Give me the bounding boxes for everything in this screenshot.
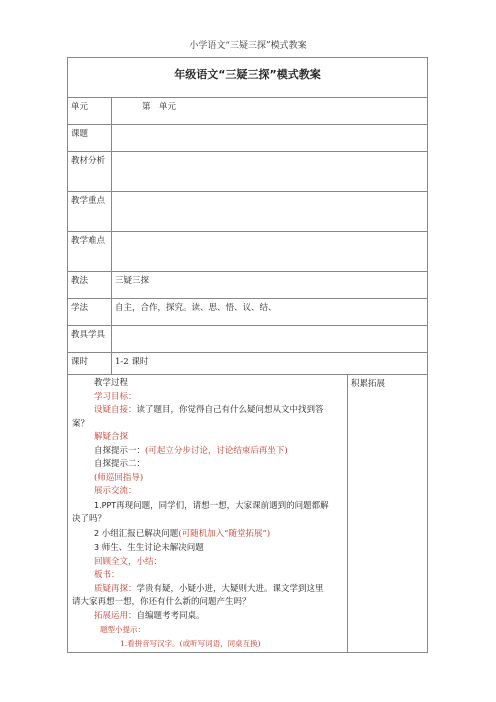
tools-label: 教具学具: [68, 326, 112, 353]
teaching-process-cell: [68, 375, 348, 653]
unit-value: 第 单元: [112, 98, 428, 125]
hint-two-label: 自探提示二：: [94, 459, 146, 469]
hours-label: 课时: [68, 353, 112, 375]
material-label: 教材分析: [68, 152, 112, 192]
page-header: 小学语文“三疑三探”模式教案: [189, 41, 307, 51]
extension-label: 拓展运用：: [94, 610, 137, 621]
hint-one-note: (可起立分步讨论，讨论结束后再坐下): [145, 445, 288, 456]
extension-text: 自编题考考同桌。: [136, 610, 205, 621]
hint-two-note: (师巡回指导): [94, 472, 144, 483]
document-title: 年级语文“三疑三探”模式教案: [68, 58, 428, 98]
show-item-1-text: 再现问题，同学们，请想一想，大家课前遇到的问题都解: [116, 500, 329, 511]
show-item-2-num: 2: [94, 528, 100, 538]
show-item-2-note: (可随机加入“随堂拓展”): [178, 528, 271, 539]
key-points-label: 教学重点: [68, 192, 112, 232]
question-again-cont: 请大家再想一想，你还有什么新的问题产生吗？: [72, 597, 251, 607]
difficulties-value: [112, 232, 428, 272]
review-heading: 回顾全文，小结：: [94, 556, 163, 567]
question-again-label: 质疑再探：: [94, 583, 137, 594]
tip-title: 题型小提示：: [100, 625, 145, 634]
learning-goal: 学习目标：: [94, 391, 137, 402]
side-label: 积累拓展: [348, 375, 428, 653]
method-label: 教法: [68, 272, 112, 299]
show-item-3-num: 3: [94, 543, 100, 552]
show-item-3-text: 师生、生生讨论未解决问题: [101, 543, 204, 553]
hours-value: 1-2 课时: [112, 353, 428, 375]
question-text-cont: 案？: [72, 418, 90, 429]
key-points-value: [112, 192, 428, 232]
process-heading: 教学过程: [94, 378, 129, 388]
tools-value: [112, 326, 428, 353]
show-item-1-cont: 决了吗？: [72, 514, 107, 524]
material-value: [112, 152, 428, 192]
question-label: 设疑自接：: [94, 405, 137, 415]
lesson-plan-table: [67, 57, 428, 653]
question-text: 读了题目，你觉得自己有什么疑问想从文中找到答: [136, 405, 324, 415]
method-value: 三疑三探: [112, 272, 428, 299]
show-item-1-num: 1.PPT: [94, 500, 117, 510]
question-again-text: 学贵有疑，小疑小进，大疑则大进。课文学到这里: [136, 583, 324, 594]
study-value: 自主，合作，探究。读、思、悟、议、结、: [112, 299, 428, 326]
explore-heading: 解疑合探: [94, 432, 129, 442]
topic-value: [112, 125, 428, 152]
board-heading: 板书：: [94, 570, 120, 580]
study-label: 学法: [68, 299, 112, 326]
show-heading: 展示交流：: [94, 486, 137, 496]
hint-one-label: 自探提示一：: [94, 445, 146, 456]
unit-label: 单元: [68, 98, 112, 125]
topic-label: 课题: [68, 125, 112, 152]
show-item-2-text: 小组汇报已解决问题: [101, 528, 179, 539]
tip-item-1: 1.看拼音写汉字。(或听写词语，同桌互换): [120, 638, 261, 648]
difficulties-label: 教学难点: [68, 232, 112, 272]
